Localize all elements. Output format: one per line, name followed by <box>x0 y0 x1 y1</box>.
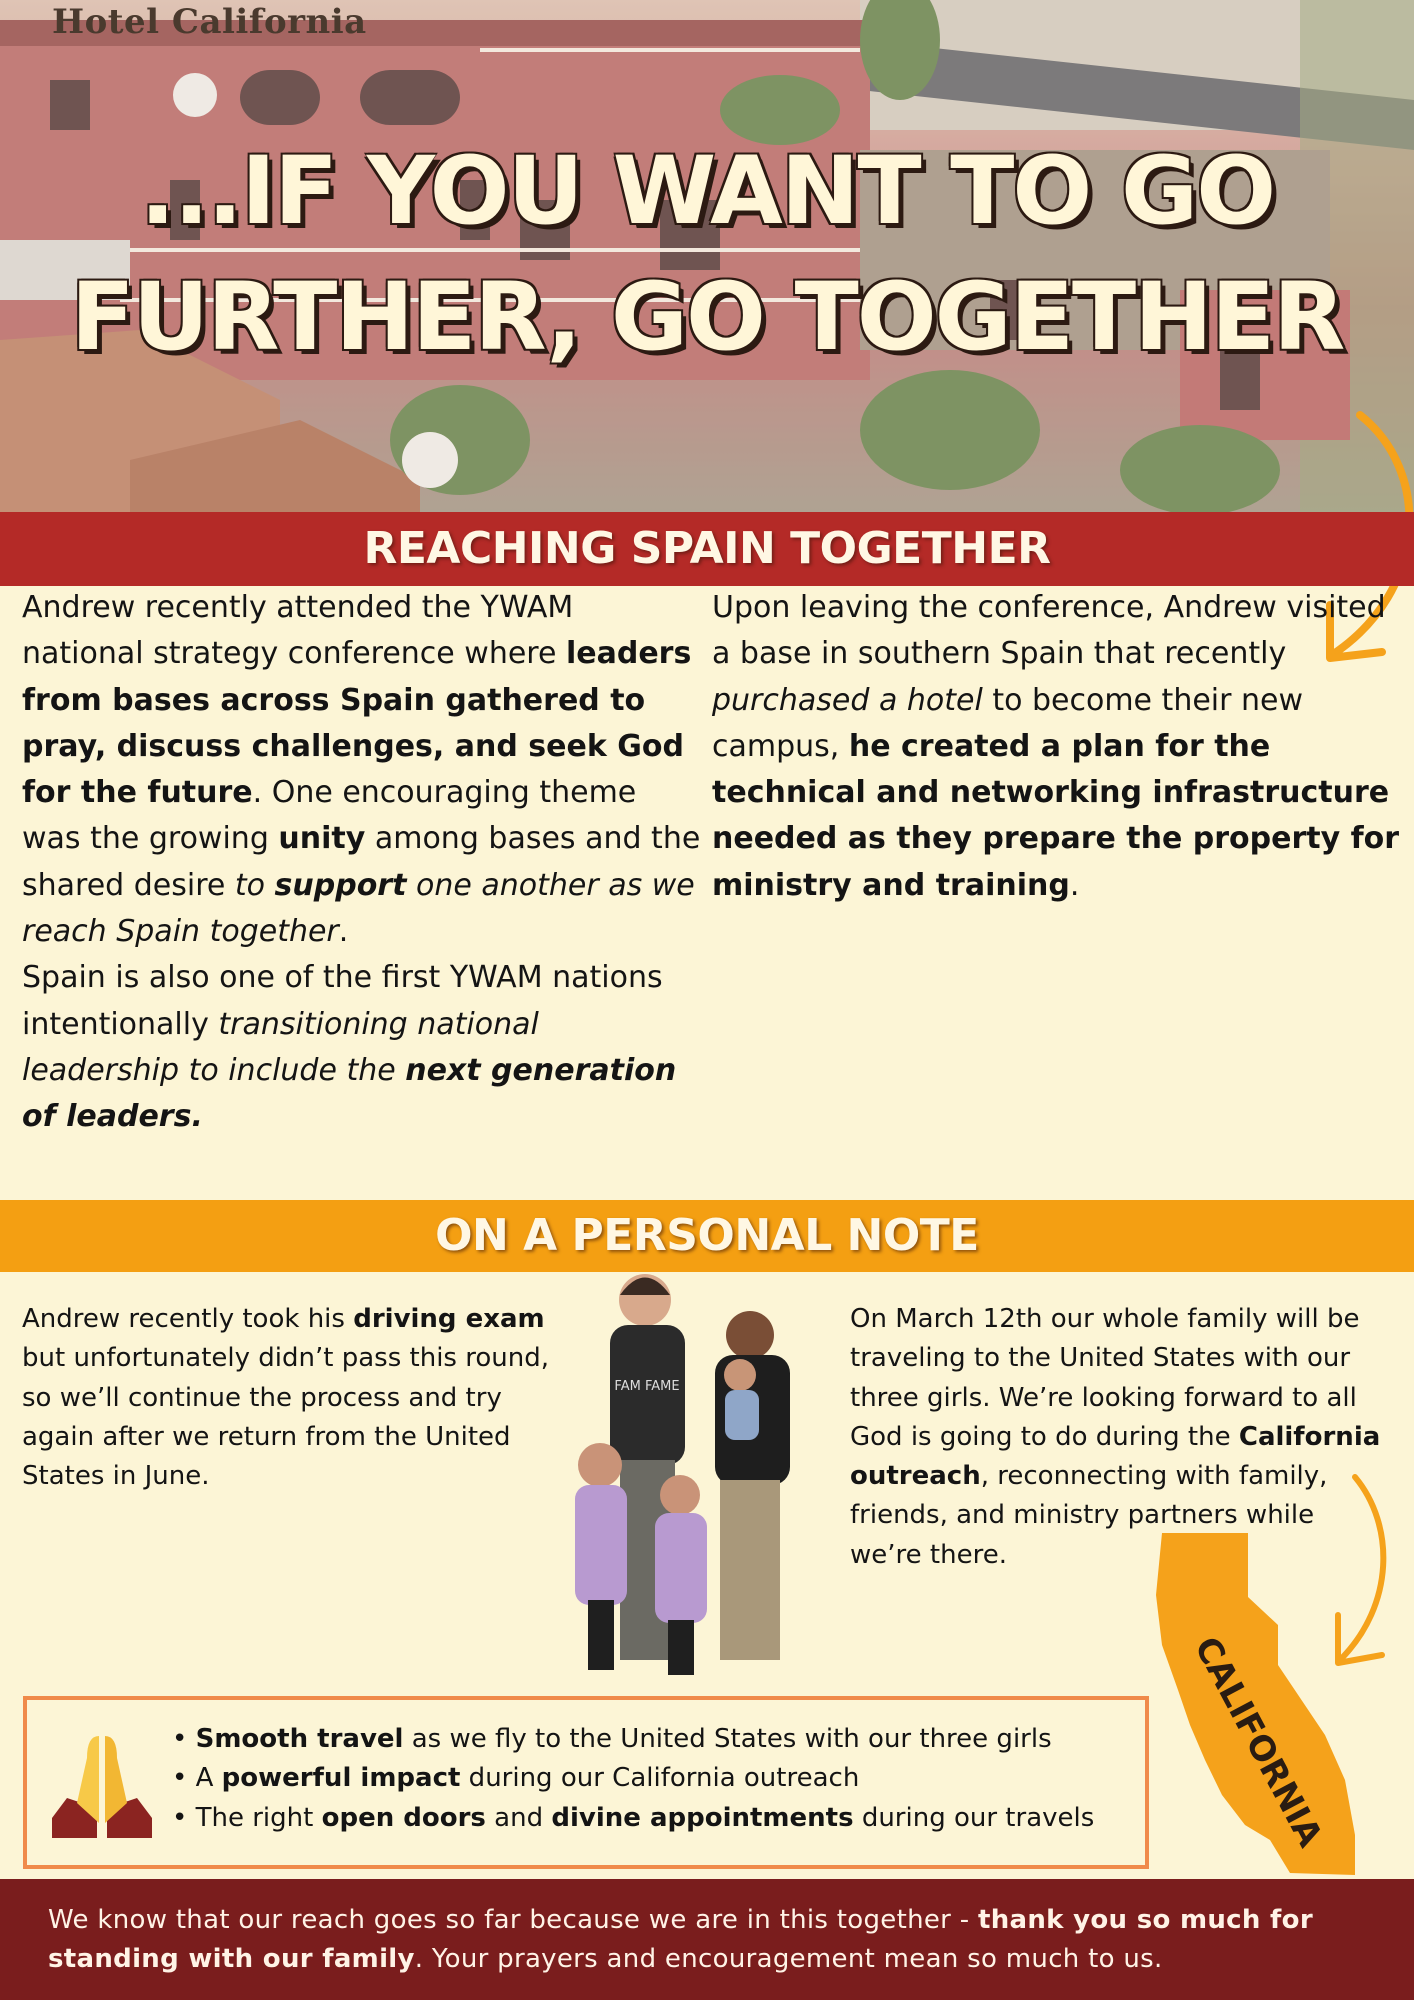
hero-banner <box>0 0 1414 512</box>
driving-exam-paragraph: Andrew recently took his driving exam but unfortunately didn’t pass this round, so we’ll continue the process and try again after we return from the United States in June. <box>22 1304 549 1492</box>
spain-left-column <box>22 585 702 1141</box>
prayer-item: • A powerful impact during our California outreach <box>172 1763 860 1794</box>
section-heading-personal: ON A PERSONAL NOTE <box>0 1200 1414 1272</box>
shirt-text: FAM FAME <box>614 1379 680 1394</box>
prayer-requests-box <box>23 1696 1149 1869</box>
praying-hands-icon <box>47 1728 157 1838</box>
family-photo <box>540 1255 830 1715</box>
hotel-sign: Hotel California <box>52 2 367 42</box>
personal-left-column <box>22 1300 562 1496</box>
spain-paragraph-3: Upon leaving the conference, Andrew visited a base in southern Spain that recently purchased a hotel to become their new campus, he created a plan for the technical and networking infrastructure needed as they prepare the property for ministry and training. <box>712 590 1400 903</box>
spain-paragraph-1: Andrew recently attended the YWAM national strategy conference where leaders from bases across Spain gathered to pray, discuss challenges, and seek God for the future. One encouraging theme was the growing unity among bases and the shared desire to support one another as we reach Spain together. <box>22 590 701 950</box>
footer <box>0 1879 1414 2000</box>
section-heading-spain: REACHING SPAIN TOGETHER <box>0 512 1414 586</box>
travel-paragraph: On March 12th our whole family will be traveling to the United States with our three girls. We’re looking forward to all God is going to do during the California outreach, reconnecting with family, friends, and ministry partners while we’re there. <box>850 1304 1381 1570</box>
spain-paragraph-2: Spain is also one of the first YWAM nations intentionally transitioning national leadership to include the next generation of leaders. <box>22 960 677 1135</box>
california-label: CALIFORNIA <box>1186 1630 1330 1854</box>
prayer-item: • The right open doors and divine appointments during our travels <box>172 1802 1095 1833</box>
footer-message: We know that our reach goes so far because we are in this together - thank you so much for standing with our family. Your prayers and encouragement mean so much to us. <box>48 1905 1313 1974</box>
california-map-icon <box>1150 1525 1370 1880</box>
prayer-list <box>172 1720 1094 1838</box>
hero-title-line-2: FURTHER, GO TOGETHER <box>70 263 1344 372</box>
prayer-item: • Smooth travel as we fly to the United States with our three girls <box>172 1724 1052 1754</box>
hero-title-line-1: ...IF YOU WANT TO GO <box>139 137 1275 246</box>
spain-right-column <box>712 585 1402 909</box>
